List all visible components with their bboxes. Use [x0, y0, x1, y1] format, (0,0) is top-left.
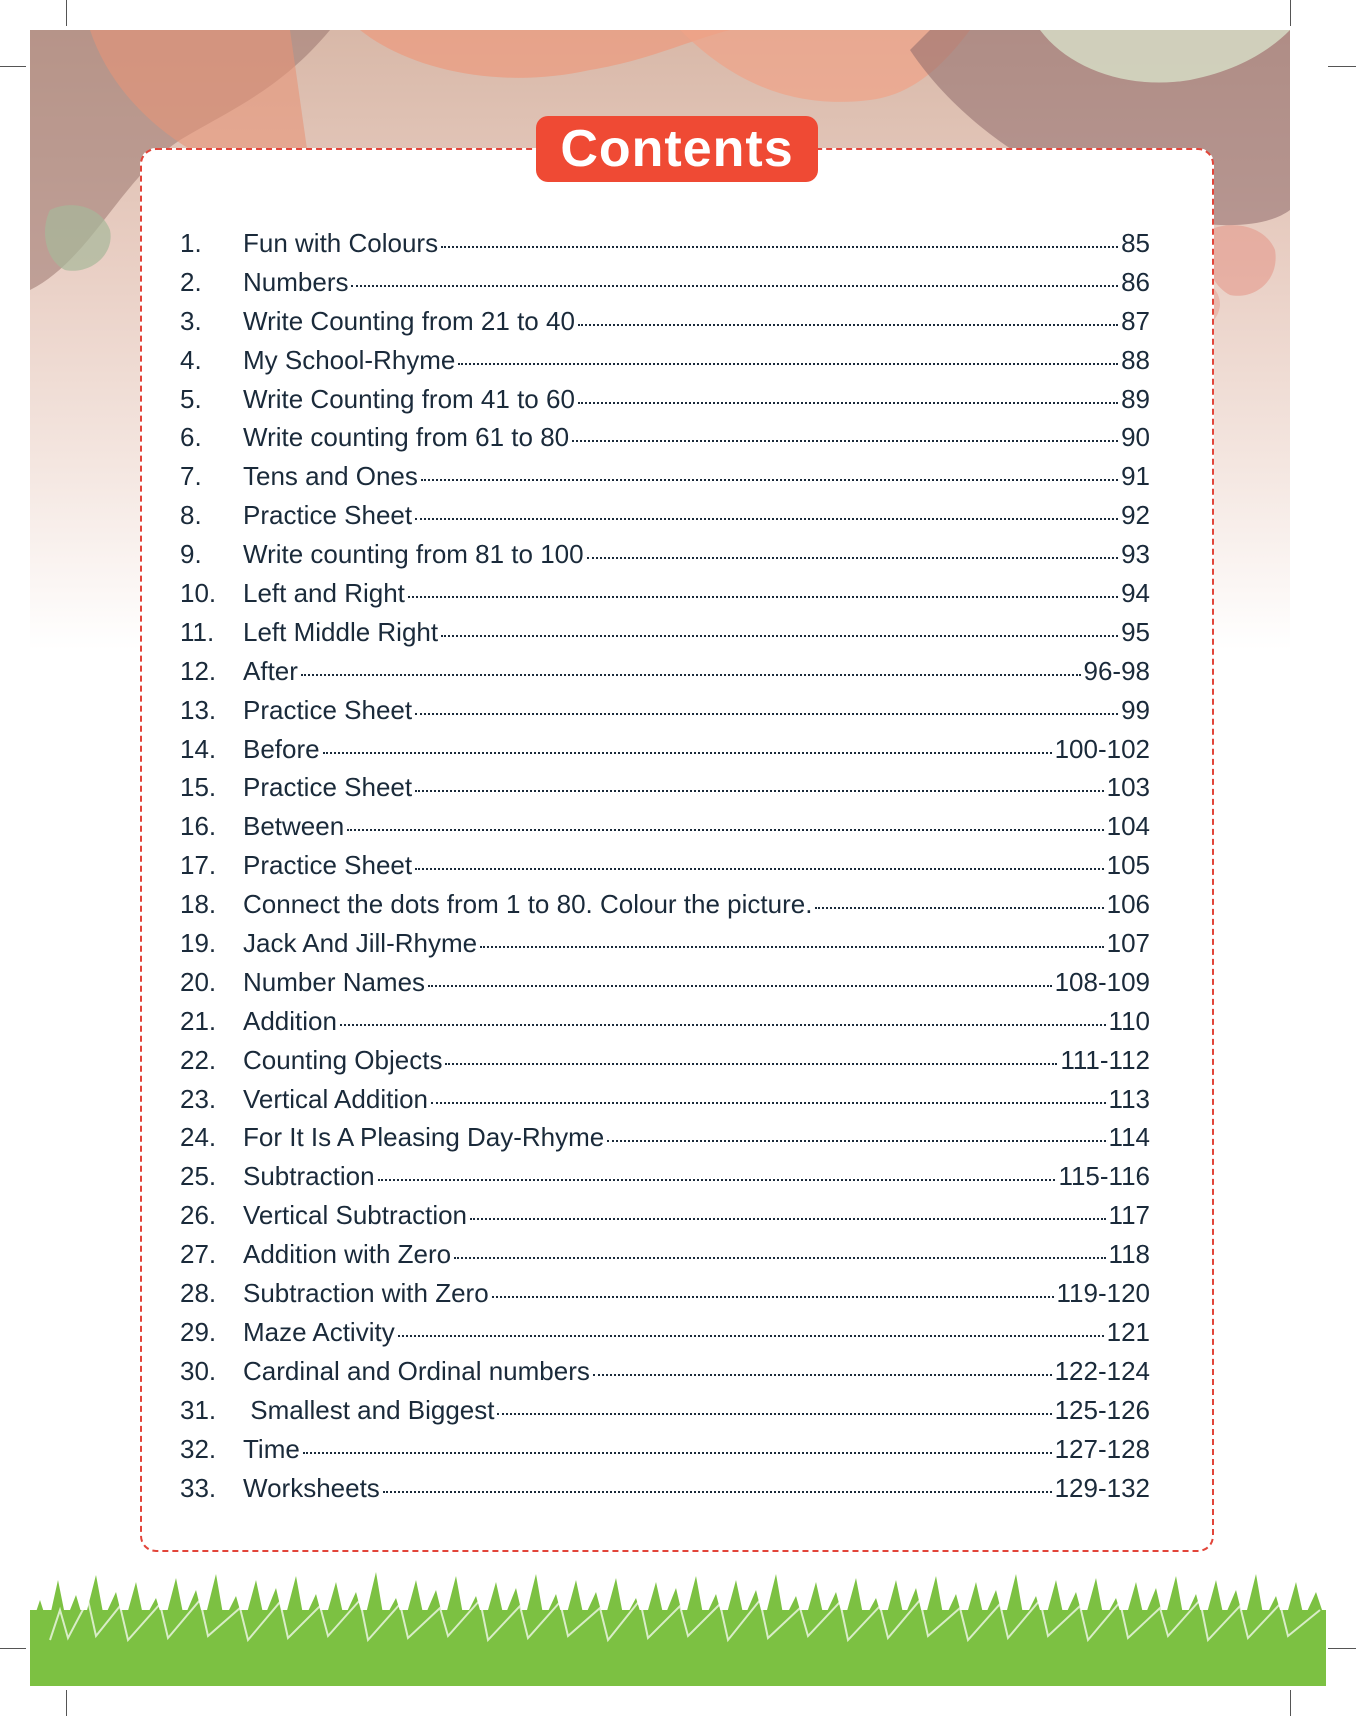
entry-title: Between — [243, 811, 345, 842]
dot-leader — [470, 1218, 1106, 1220]
entry-number: 19. — [180, 928, 217, 959]
entry-number: 26. — [180, 1200, 217, 1231]
entry-title: Tens and Ones — [243, 461, 418, 492]
entry-title: Connect the dots from 1 to 80. Colour the picture. — [243, 889, 813, 920]
list-item[interactable] — [180, 461, 1150, 500]
table-of-contents — [180, 228, 1150, 1511]
entry-number: 14. — [180, 733, 217, 764]
entry-title: Write Counting from 21 to 40 — [243, 305, 575, 336]
entry-page: 88 — [1121, 344, 1150, 375]
entry-title: Cardinal and Ordinal numbers — [243, 1355, 590, 1386]
entry-title: Left Middle Right — [243, 616, 439, 647]
entry-number: 20. — [180, 966, 217, 997]
entry-page: 127-128 — [1054, 1433, 1150, 1464]
entry-page: 119-120 — [1056, 1278, 1150, 1309]
entry-number: 9. — [180, 539, 202, 570]
entry-title: Worksheets — [243, 1472, 380, 1503]
list-item[interactable] — [180, 384, 1150, 423]
list-item[interactable] — [180, 539, 1150, 578]
entry-page: 111-112 — [1060, 1044, 1150, 1075]
list-item[interactable] — [180, 850, 1150, 889]
crop-mark — [1328, 66, 1356, 67]
entry-number: 7. — [180, 461, 202, 492]
entry-number: 27. — [180, 1239, 217, 1270]
entry-page: 94 — [1121, 578, 1150, 609]
entry-title: Write counting from 61 to 80 — [243, 422, 570, 453]
crop-mark — [1290, 0, 1291, 26]
entry-title: Addition — [243, 1005, 337, 1036]
entry-number: 25. — [180, 1161, 217, 1192]
entry-title: For It Is A Pleasing Day-Rhyme — [243, 1122, 605, 1153]
entry-title: Left and Right — [243, 578, 405, 609]
dot-leader — [415, 518, 1118, 520]
entry-page: 115-116 — [1058, 1161, 1150, 1192]
entry-page: 85 — [1121, 228, 1150, 258]
dot-leader — [428, 985, 1052, 987]
entry-page: 105 — [1106, 850, 1150, 881]
dot-leader — [340, 1024, 1106, 1026]
entry-number: 2. — [180, 266, 202, 297]
entry-number: 5. — [180, 383, 202, 414]
dot-leader — [458, 363, 1118, 365]
entry-title: Numbers — [243, 266, 349, 297]
dot-leader — [398, 1335, 1104, 1337]
dot-leader — [415, 790, 1104, 792]
entry-page: 108-109 — [1054, 966, 1150, 997]
entry-page: 103 — [1106, 772, 1150, 803]
list-item[interactable] — [180, 345, 1150, 384]
entry-number: 16. — [180, 811, 217, 842]
entry-title: Subtraction — [243, 1161, 375, 1192]
entry-number: 17. — [180, 850, 217, 881]
entry-number: 24. — [180, 1122, 217, 1153]
list-item[interactable] — [180, 228, 1150, 267]
entry-number: 28. — [180, 1278, 217, 1309]
entry-page: 92 — [1121, 500, 1150, 531]
entry-number: 3. — [180, 305, 202, 336]
crop-mark — [66, 1690, 67, 1716]
dot-leader — [301, 674, 1081, 676]
list-item[interactable] — [180, 1356, 1150, 1395]
list-item[interactable] — [180, 695, 1150, 734]
list-item[interactable] — [180, 422, 1150, 461]
list-item[interactable] — [180, 267, 1150, 306]
dot-leader — [492, 1296, 1054, 1298]
entry-title: Time — [243, 1433, 300, 1464]
list-item[interactable] — [180, 1200, 1150, 1239]
entry-title: Subtraction with Zero — [243, 1278, 489, 1309]
entry-number: 21. — [180, 1005, 217, 1036]
entry-number: 30. — [180, 1355, 217, 1386]
dot-leader — [323, 752, 1052, 754]
list-item[interactable] — [180, 1434, 1150, 1473]
entry-page: 99 — [1121, 694, 1150, 725]
list-item[interactable] — [180, 578, 1150, 617]
list-item[interactable] — [180, 1317, 1150, 1356]
dot-leader — [445, 1063, 1057, 1065]
entry-number: 1. — [180, 228, 202, 258]
dot-leader — [303, 1452, 1052, 1454]
entry-number: 12. — [180, 655, 217, 686]
dot-leader — [480, 946, 1104, 948]
entry-page: 125-126 — [1054, 1394, 1150, 1425]
entry-page: 114 — [1108, 1122, 1150, 1153]
dot-leader — [587, 557, 1118, 559]
list-item[interactable] — [180, 1278, 1150, 1317]
entry-title: Vertical Addition — [243, 1083, 429, 1114]
entry-title: Practice Sheet — [243, 772, 413, 803]
list-item[interactable] — [180, 306, 1150, 345]
list-item[interactable] — [180, 811, 1150, 850]
entry-number: 15. — [180, 772, 217, 803]
dot-leader — [578, 324, 1118, 326]
entry-page: 91 — [1121, 461, 1150, 492]
entry-title: Before — [243, 733, 320, 764]
crop-mark — [1290, 1690, 1291, 1716]
entry-page: 104 — [1106, 811, 1150, 842]
entry-number: 32. — [180, 1433, 217, 1464]
entry-page: 113 — [1108, 1083, 1150, 1114]
dot-leader — [408, 596, 1118, 598]
dot-leader — [497, 1413, 1051, 1415]
list-item[interactable] — [180, 1006, 1150, 1045]
entry-title: Number Names — [243, 966, 426, 997]
list-item[interactable] — [180, 500, 1150, 539]
entry-page: 117 — [1108, 1200, 1150, 1231]
entry-title: Maze Activity — [243, 1316, 395, 1347]
dot-leader — [421, 479, 1118, 481]
entry-number: 31. — [180, 1394, 217, 1425]
crop-mark — [66, 0, 67, 26]
entry-page: 121 — [1106, 1316, 1150, 1347]
dot-leader — [572, 440, 1118, 442]
entry-title: Addition with Zero — [243, 1239, 452, 1270]
entry-title: Write Counting from 41 to 60 — [243, 383, 575, 414]
dot-leader — [441, 635, 1118, 637]
dot-leader — [593, 1374, 1052, 1376]
crop-mark — [1328, 1648, 1356, 1649]
list-item[interactable] — [180, 1045, 1150, 1084]
list-item[interactable] — [180, 772, 1150, 811]
entry-page: 107 — [1106, 928, 1150, 959]
entry-number: 29. — [180, 1316, 217, 1347]
list-item[interactable] — [180, 1239, 1150, 1278]
dot-leader — [383, 1491, 1052, 1493]
grass-decoration — [30, 1570, 1326, 1686]
entry-title: Practice Sheet — [243, 694, 413, 725]
list-item[interactable] — [180, 656, 1150, 695]
dot-leader — [454, 1257, 1105, 1259]
entry-title: Practice Sheet — [243, 850, 413, 881]
dot-leader — [415, 868, 1104, 870]
list-item[interactable] — [180, 734, 1150, 773]
list-item[interactable] — [180, 1161, 1150, 1200]
entry-title: Counting Objects — [243, 1044, 443, 1075]
entry-number: 22. — [180, 1044, 217, 1075]
list-item[interactable] — [180, 928, 1150, 967]
entry-page: 96-98 — [1083, 655, 1150, 686]
list-item[interactable] — [180, 1122, 1150, 1161]
entry-page: 122-124 — [1054, 1355, 1150, 1386]
entry-number: 11. — [180, 616, 215, 647]
entry-number: 13. — [180, 694, 217, 725]
page-title: Contents — [536, 116, 818, 182]
entry-number: 8. — [180, 500, 202, 531]
list-item[interactable] — [180, 1084, 1150, 1123]
entry-page: 93 — [1121, 539, 1150, 570]
entry-title: Practice Sheet — [243, 500, 413, 531]
dot-leader — [431, 1102, 1106, 1104]
entry-number: 4. — [180, 344, 202, 375]
entry-page: 95 — [1121, 616, 1150, 647]
entry-page: 110 — [1108, 1005, 1150, 1036]
crop-mark — [0, 1648, 26, 1649]
entry-title: Smallest and Biggest — [243, 1394, 495, 1425]
entry-page: 90 — [1121, 422, 1150, 453]
entry-number: 33. — [180, 1472, 217, 1503]
crop-mark — [0, 66, 26, 67]
dot-leader — [415, 713, 1118, 715]
dot-leader — [607, 1140, 1105, 1142]
list-item[interactable] — [180, 1473, 1150, 1512]
entry-title: Vertical Subtraction — [243, 1200, 468, 1231]
dot-leader — [578, 402, 1118, 404]
entry-number: 10. — [180, 578, 217, 609]
list-item[interactable] — [180, 1395, 1150, 1434]
entry-page: 87 — [1121, 305, 1150, 336]
dot-leader — [815, 907, 1103, 909]
dot-leader — [347, 829, 1103, 831]
entry-title: My School-Rhyme — [243, 344, 456, 375]
entry-number: 18. — [180, 889, 217, 920]
list-item[interactable] — [180, 889, 1150, 928]
dot-leader — [441, 246, 1118, 248]
dot-leader — [378, 1179, 1056, 1181]
entry-number: 6. — [180, 422, 202, 453]
entry-title: After — [243, 655, 298, 686]
entry-title: Fun with Colours — [243, 228, 439, 258]
entry-page: 89 — [1121, 383, 1150, 414]
list-item[interactable] — [180, 967, 1150, 1006]
list-item[interactable] — [180, 617, 1150, 656]
dot-leader — [351, 285, 1118, 287]
entry-title: Write counting from 81 to 100 — [243, 539, 584, 570]
entry-title: Jack And Jill-Rhyme — [243, 928, 478, 959]
entry-page: 118 — [1108, 1239, 1150, 1270]
entry-page: 100-102 — [1054, 733, 1150, 764]
entry-number: 23. — [180, 1083, 217, 1114]
entry-page: 106 — [1106, 889, 1150, 920]
entry-page: 129-132 — [1054, 1472, 1150, 1503]
entry-page: 86 — [1121, 266, 1150, 297]
